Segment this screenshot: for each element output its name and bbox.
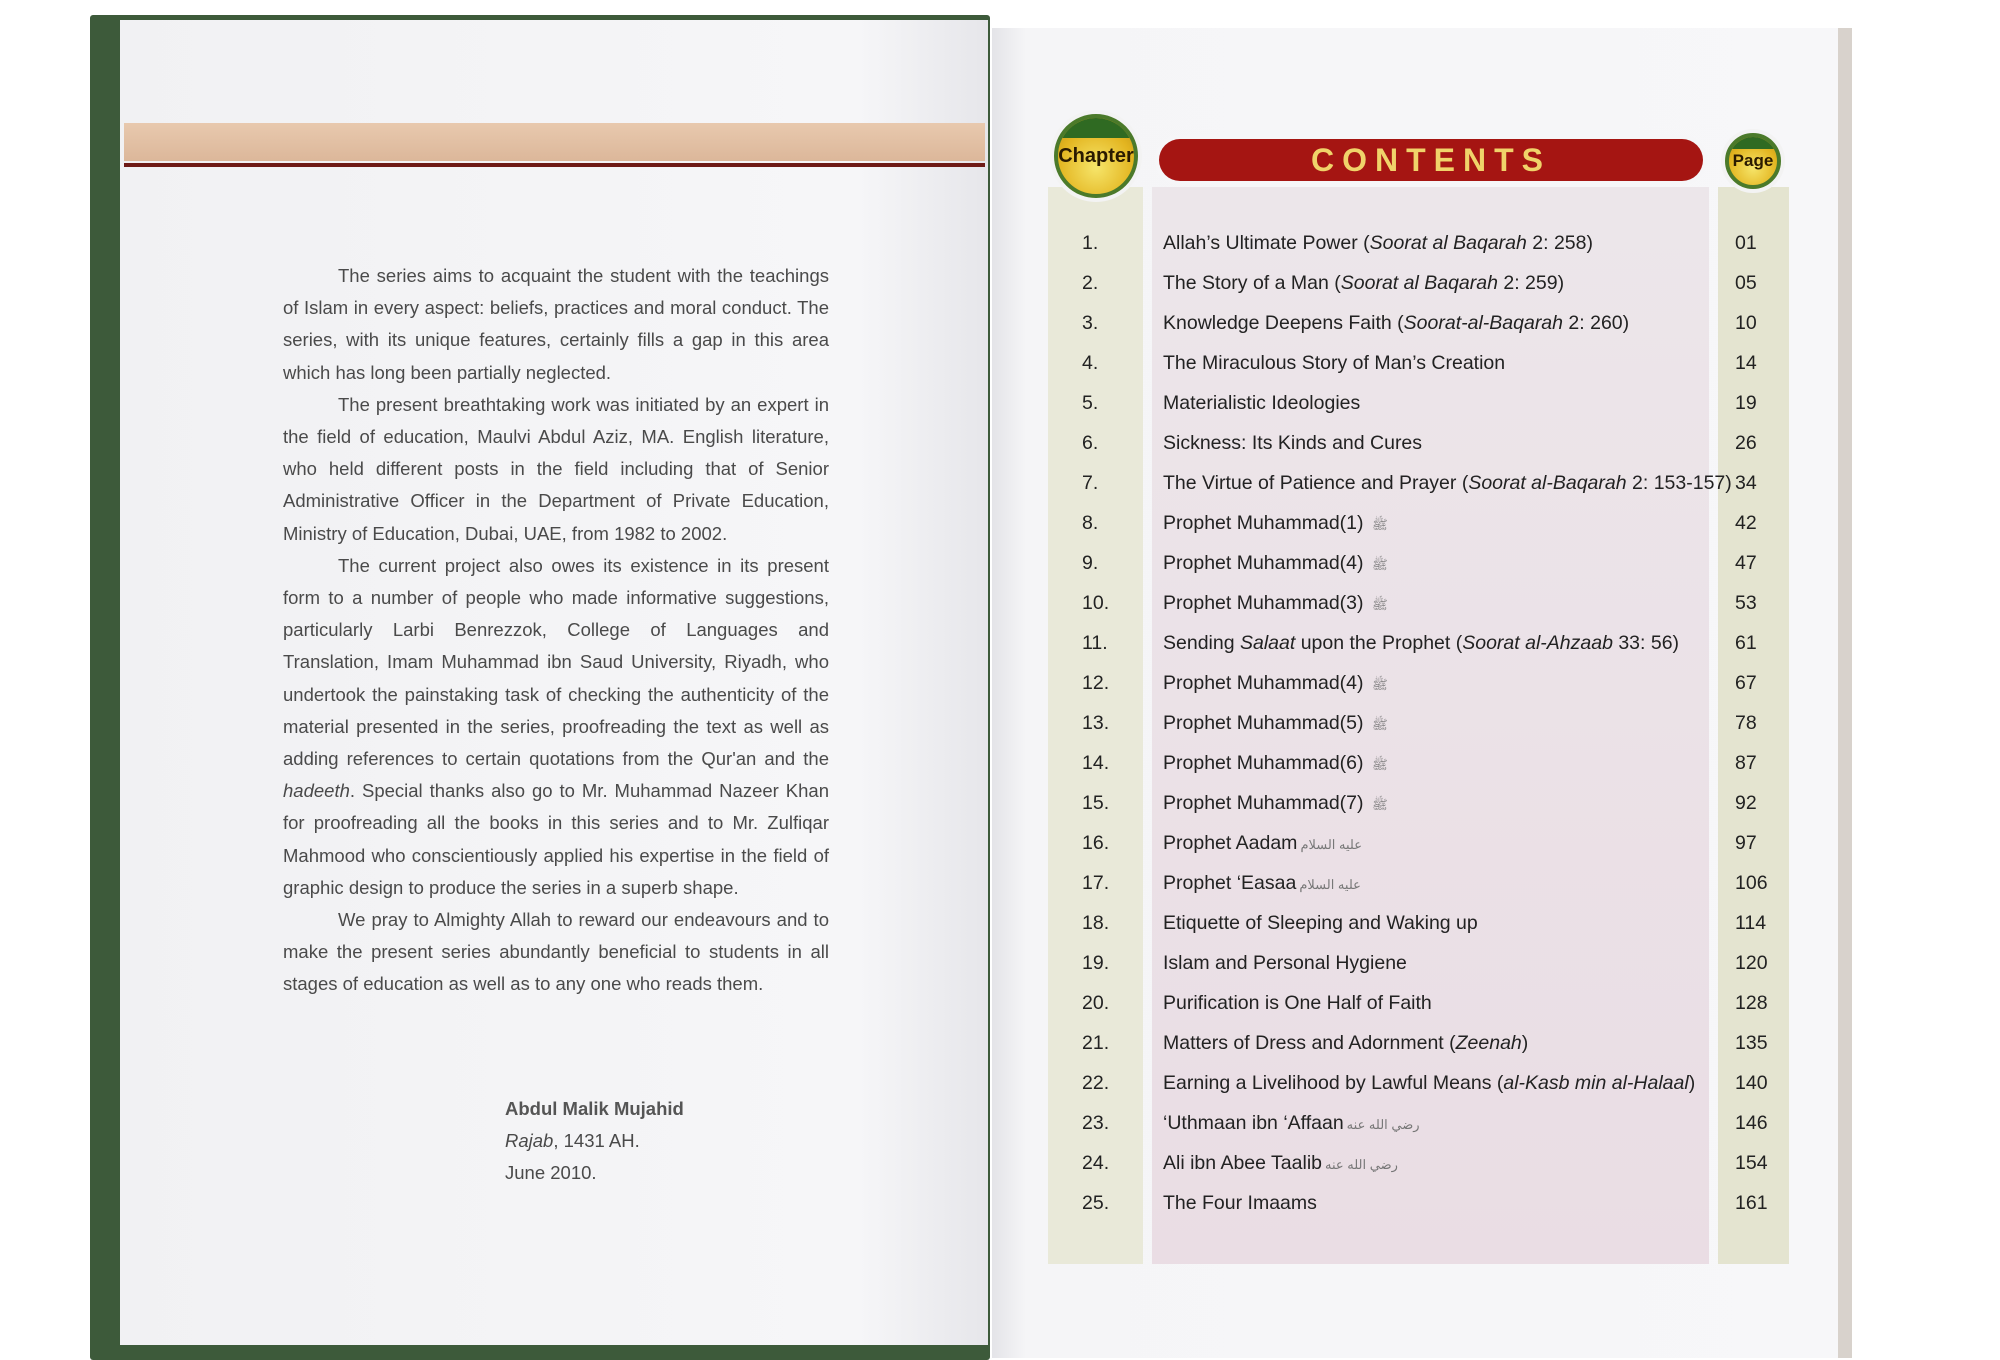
chapter-number: 19. (1082, 952, 1110, 974)
page-number: 161 (1735, 1192, 1768, 1214)
italic-text: Soorat al Baqarah (1340, 272, 1498, 294)
entry-title[interactable] (1163, 1063, 1695, 1103)
chapter-number: 3. (1082, 312, 1099, 334)
title-text: 33: 56) (1612, 632, 1680, 654)
italic-text: al-Kasb min al-Halaal (1503, 1072, 1689, 1094)
entry-title[interactable] (1163, 263, 1564, 303)
entry-title[interactable] (1163, 623, 1679, 663)
title-text: (1) (1339, 512, 1369, 534)
toc-entry[interactable] (0, 743, 2000, 783)
entry-title[interactable] (1163, 943, 1407, 983)
title-text: Earning a Livelihood by Lawful Means ( (1163, 1072, 1504, 1094)
entry-title[interactable] (1163, 1183, 1317, 1223)
title-text: Prophet Muhammad (1163, 792, 1340, 814)
chapter-number: 15. (1082, 792, 1110, 814)
page-badge (1725, 133, 1781, 189)
entry-title[interactable] (1163, 903, 1478, 943)
page-number: 19 (1735, 392, 1757, 414)
toc-entry[interactable] (0, 223, 2000, 263)
chapter-number: 17. (1082, 872, 1110, 894)
entry-title[interactable] (1163, 823, 1362, 865)
entry-title[interactable] (1163, 383, 1360, 423)
title-text: (3) (1339, 592, 1369, 614)
paragraph: We pray to Almighty Allah to reward our endeavours and to make the present series abundantly beneficial to students in all stages of education as well as to any one who reads them. (283, 909, 829, 995)
title-text: (4) (1339, 672, 1369, 694)
chapter-number: 11. (1082, 632, 1108, 654)
gregorian-date: June 2010. (505, 1162, 597, 1184)
page-number: 92 (1735, 792, 1757, 814)
toc-entry[interactable] (0, 1023, 2000, 1063)
honorific-icon: ﷺ (1371, 557, 1388, 572)
italic-text: Soorat al Baqarah (1369, 232, 1527, 254)
italic-text: Soorat-al-Baqarah (1403, 312, 1563, 334)
toc-entry[interactable] (0, 1063, 2000, 1103)
honorific-icon: ﷺ (1371, 797, 1388, 812)
chapter-number: 12. (1082, 672, 1110, 694)
entry-title[interactable] (1163, 743, 1388, 785)
toc-entry[interactable] (0, 583, 2000, 623)
chapter-number: 10. (1082, 592, 1110, 614)
toc-entry[interactable] (0, 503, 2000, 543)
toc-entry[interactable] (0, 303, 2000, 343)
honorific-icon: ﷺ (1371, 757, 1388, 772)
entry-title[interactable] (1163, 343, 1505, 383)
title-text: Prophet ‘Easaa (1163, 872, 1297, 894)
entry-title[interactable] (1163, 863, 1361, 905)
toc-entry[interactable] (0, 263, 2000, 303)
text: . Special thanks also go to Mr. Muhammad Nazeer Khan for proofreading all the books in this series and to Mr. Zulfiqar Mahmood who conscientiously applied his expertise in the field of graphic design to produce the series in a superb shape. (283, 780, 829, 898)
page-number: 47 (1735, 552, 1757, 574)
toc-entry[interactable] (0, 383, 2000, 423)
title-text: ) (1521, 1032, 1529, 1054)
toc-entry[interactable] (0, 463, 2000, 503)
page-number: 14 (1735, 352, 1757, 374)
toc-entry[interactable] (0, 703, 2000, 743)
page-number: 114 (1735, 912, 1767, 934)
entry-title[interactable] (1163, 503, 1388, 545)
page-number: 78 (1735, 712, 1757, 734)
toc-entry[interactable] (0, 1183, 2000, 1223)
page-number: 01 (1735, 232, 1757, 254)
header-rule (124, 163, 985, 167)
honorific-icon: عليه السلام (1299, 877, 1361, 892)
contents-banner: CONTENTS (1159, 139, 1703, 181)
chapter-number: 16. (1082, 832, 1110, 854)
title-text: The Story of a Man ( (1163, 272, 1341, 294)
page-number: 97 (1735, 832, 1757, 854)
honorific-icon: ﷺ (1371, 677, 1388, 692)
entry-title[interactable] (1163, 1023, 1528, 1063)
toc-entry[interactable] (0, 1103, 2000, 1143)
entry-title[interactable] (1163, 663, 1388, 705)
italic-text: Zeenah (1455, 1032, 1522, 1054)
toc-entry[interactable] (0, 423, 2000, 463)
title-text: Prophet Muhammad (1163, 672, 1340, 694)
entry-title[interactable] (1163, 463, 1732, 503)
chapter-number: 22. (1082, 1072, 1110, 1094)
honorific-icon: عليه السلام (1300, 837, 1362, 852)
page-number: 10 (1735, 312, 1757, 334)
title-text: Sending (1163, 632, 1240, 654)
chapter-number: 7. (1082, 472, 1099, 494)
title-text: (6) (1339, 752, 1369, 774)
toc-entry[interactable] (0, 663, 2000, 703)
page-number: 34 (1735, 472, 1757, 494)
chapter-badge-label: Chapter (1058, 144, 1134, 167)
title-text: Matters of Dress and Adornment ( (1163, 1032, 1456, 1054)
title-text: Islam and Personal Hygiene (1163, 952, 1407, 974)
title-text: 2: 258) (1526, 232, 1593, 254)
toc-entry[interactable] (0, 783, 2000, 823)
title-text: Purification is One Half of Faith (1163, 992, 1432, 1014)
honorific-icon: ﷺ (1371, 717, 1388, 732)
title-text: Prophet Muhammad (1163, 512, 1340, 534)
page-number: 53 (1735, 592, 1757, 614)
title-text: Prophet Muhammad (1163, 712, 1340, 734)
chapter-number: 9. (1082, 552, 1099, 574)
toc-entry[interactable] (0, 543, 2000, 583)
chapter-number: 25. (1082, 1192, 1110, 1214)
title-text: (7) (1339, 792, 1369, 814)
title-text: 2: 153-157) (1626, 472, 1732, 494)
header-band (124, 123, 985, 161)
honorific-icon: ﷺ (1371, 517, 1388, 532)
page-number: 42 (1735, 512, 1757, 534)
title-text: Allah’s Ultimate Power ( (1163, 232, 1370, 254)
title-text: upon the Prophet ( (1295, 632, 1463, 654)
honorific-icon: ﷺ (1371, 597, 1388, 612)
title-text: The Four Imaams (1163, 1192, 1317, 1214)
chapter-number: 8. (1082, 512, 1099, 534)
toc-entry[interactable] (0, 943, 2000, 983)
chapter-badge (1054, 114, 1138, 198)
entry-title[interactable] (1163, 543, 1388, 585)
chapter-number: 24. (1082, 1152, 1110, 1174)
page-number: 67 (1735, 672, 1757, 694)
toc-entry[interactable] (0, 623, 2000, 663)
hijri-year: , 1431 AH. (553, 1130, 640, 1152)
title-text: The Miraculous Story of Man’s Creation (1163, 352, 1506, 374)
italic-text: hadeeth (283, 780, 350, 802)
title-text: Knowledge Deepens Faith ( (1163, 312, 1404, 334)
title-text: Materialistic Ideologies (1163, 392, 1361, 414)
chapter-number: 23. (1082, 1112, 1110, 1134)
toc-entry[interactable] (0, 983, 2000, 1023)
chapter-number: 20. (1082, 992, 1110, 1014)
title-text: The Virtue of Patience and Prayer ( (1163, 472, 1469, 494)
honorific-icon: رضي الله عنه (1346, 1117, 1420, 1132)
page-number: 140 (1735, 1072, 1768, 1094)
toc-entry[interactable] (0, 903, 2000, 943)
title-text: ) (1688, 1072, 1696, 1094)
hijri-month: Rajab (505, 1130, 554, 1152)
page-number: 26 (1735, 432, 1757, 454)
title-text: ‘Uthmaan ibn ‘Affaan (1163, 1112, 1344, 1134)
page-number: 120 (1735, 952, 1768, 974)
entry-title[interactable] (1163, 783, 1388, 825)
paragraph: The present breathtaking work was initiated by an expert in the field of education, Maulvi Abdul Aziz, MA. English literature, who held different posts in the field including that of Senior Administrative Officer in the Department of Private Education, Ministry of Education, Dubai, UAE, from 1982 to 2002. (283, 393, 829, 544)
chapter-number: 21. (1082, 1032, 1110, 1054)
page-number: 87 (1735, 752, 1757, 774)
honorific-icon: رضي الله عنه (1325, 1157, 1398, 1172)
title-text: Etiquette of Sleeping and Waking up (1163, 912, 1478, 934)
text: The current project also owes its existence in its present form to a number of people who made informative suggestions, particularly Larbi Benrezzok, College of Languages and Translation, Imam Muhammad ibn Saud University, Riyadh, who undertook the painstaking task of checking the authenticity of the material presented in the series, proofreading the text as well as adding references to certain quotations from the Qur'an and the (283, 554, 829, 770)
chapter-number: 5. (1082, 392, 1099, 414)
title-text: (4) (1339, 552, 1369, 574)
page-number: 146 (1735, 1112, 1768, 1134)
entry-title[interactable] (1163, 703, 1388, 745)
entry-title[interactable] (1163, 1143, 1398, 1185)
entry-title[interactable] (1163, 983, 1432, 1023)
page-number: 61 (1735, 632, 1757, 654)
title-text: Prophet Muhammad (1163, 552, 1340, 574)
italic-text: Soorat al-Ahzaab (1462, 632, 1613, 654)
page-number: 135 (1735, 1032, 1768, 1054)
entry-title[interactable] (1163, 223, 1593, 263)
title-text: 2: 259) (1497, 272, 1565, 294)
page-number: 128 (1735, 992, 1768, 1014)
title-text: (5) (1339, 712, 1369, 734)
title-text: Prophet Muhammad (1163, 752, 1340, 774)
entry-title[interactable] (1163, 583, 1388, 625)
chapter-number: 4. (1082, 352, 1099, 374)
paragraph: The series aims to acquaint the student with the teachings of Islam in every aspect: beliefs, practices and moral conduct. The series, with its unique features, certainly fills a gap in this area which has long been partially neglected. (283, 265, 829, 383)
chapter-number: 14. (1082, 752, 1110, 774)
chapter-number: 2. (1082, 272, 1099, 294)
title-text: 2: 260) (1563, 312, 1630, 334)
entry-title[interactable] (1163, 423, 1422, 463)
title-text: Prophet Muhammad (1163, 592, 1340, 614)
chapter-number: 13. (1082, 712, 1110, 734)
page-number: 154 (1735, 1152, 1768, 1174)
page-number: 106 (1735, 872, 1768, 894)
page-badge-label: Page (1732, 151, 1774, 170)
author-name: Abdul Malik Mujahid (505, 1098, 684, 1119)
entry-title[interactable] (1163, 1103, 1420, 1145)
title-text: Prophet Aadam (1163, 832, 1298, 854)
title-text: Sickness: Its Kinds and Cures (1163, 432, 1423, 454)
italic-text: Soorat al-Baqarah (1468, 472, 1627, 494)
chapter-number: 18. (1082, 912, 1110, 934)
italic-text: Salaat (1239, 632, 1296, 654)
entry-title[interactable] (1163, 303, 1629, 343)
page-number: 05 (1735, 272, 1757, 294)
toc-entry[interactable] (0, 1143, 2000, 1183)
toc-entry[interactable] (0, 863, 2000, 903)
title-text: Ali ibn Abee Taalib (1163, 1152, 1323, 1174)
toc-entry[interactable] (0, 343, 2000, 383)
toc-entry[interactable] (0, 823, 2000, 863)
chapter-number: 1. (1082, 232, 1099, 254)
chapter-number: 6. (1082, 432, 1099, 454)
